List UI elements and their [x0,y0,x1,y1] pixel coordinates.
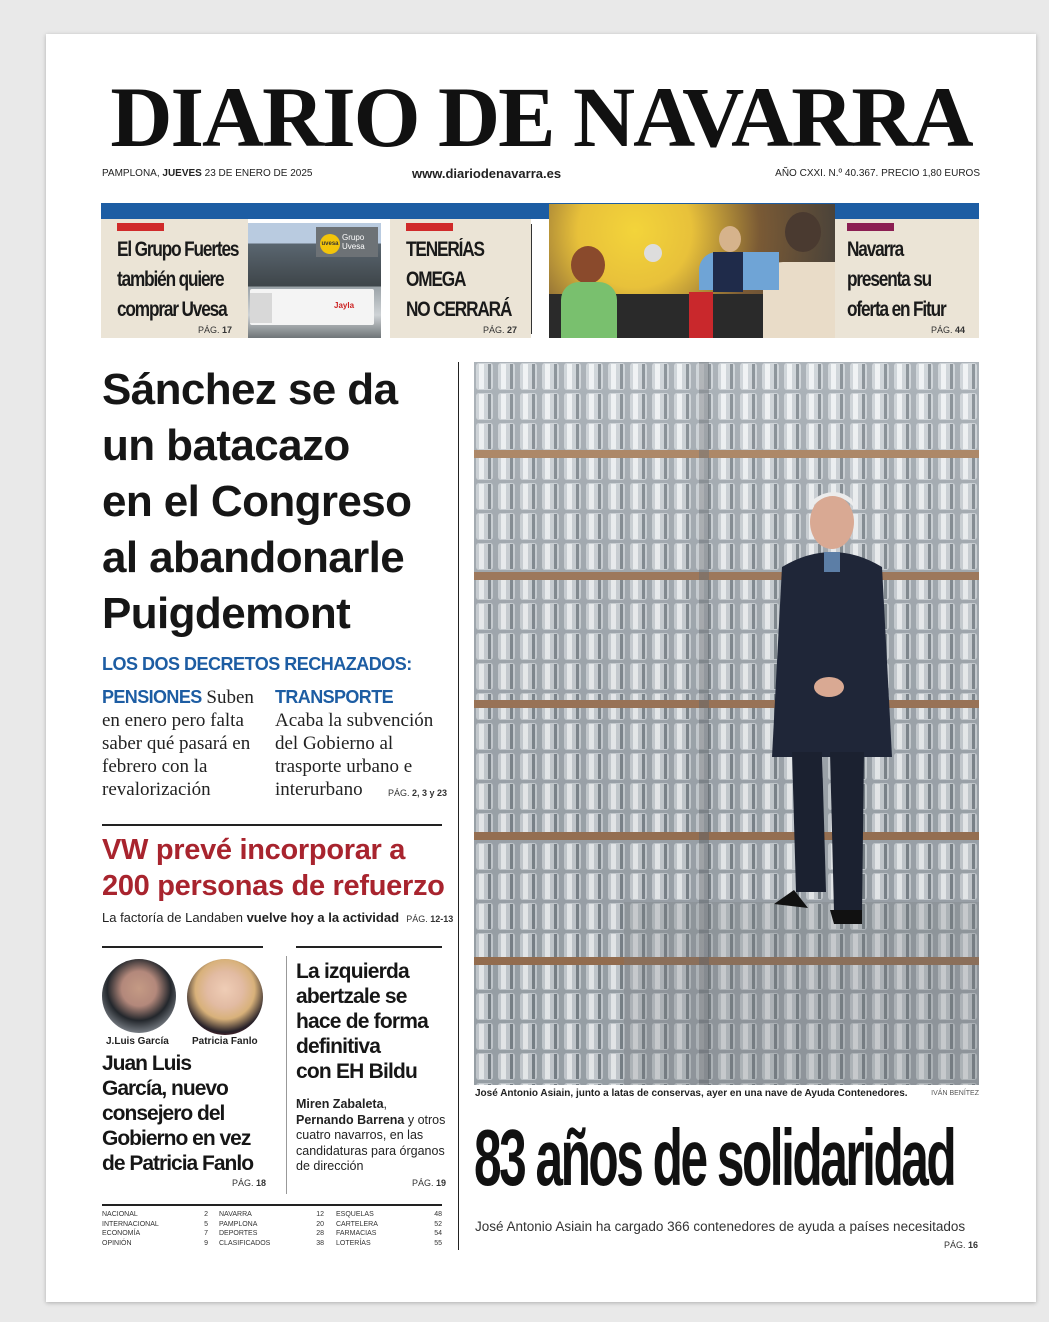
index-page: 9 [204,1239,208,1247]
page-prefix: PÁG. [406,914,431,924]
avatar-jluis-garcia [102,959,176,1033]
pensiones-column [102,686,267,801]
uvesa-photo [248,223,381,338]
index-page: 38 [316,1239,324,1247]
bildu-headline[interactable] [296,959,446,1084]
page-prefix: PÁG. [943,1240,968,1250]
headline-line: VW prevé incorporar a [102,834,406,866]
dateline-day: JUEVES [162,168,202,179]
page-ref [198,325,232,335]
summary-text: y otros cuatro navarros, en las candidaturas para órganos de dirección [296,1112,446,1173]
index-column [336,1210,442,1248]
main-headline[interactable] [102,362,448,642]
index-row[interactable] [336,1229,442,1239]
page-prefix: PÁG. [482,325,507,335]
index-row[interactable] [219,1210,324,1220]
teaser-uvesa[interactable] [101,219,248,338]
person-head [571,246,605,284]
index-row[interactable] [102,1229,208,1239]
section-rule [296,946,442,948]
page-number: 16 [967,1240,978,1250]
dateline-city: PAMPLONA, [102,168,163,179]
page-ref [412,1178,446,1188]
headline-line: 200 personas de refuerzo [102,870,445,902]
truck-text: Jayla [334,301,355,310]
section-rule [102,946,263,948]
uvesa-sign-text [342,233,365,251]
headline-line: García, nuevo [102,1077,228,1100]
index-name: LOTERÍAS [336,1239,371,1247]
headline-line: hace de forma [296,1010,428,1033]
teaser-headline [406,235,529,325]
column-divider [286,956,287,1194]
vw-sub-text: La factoría de Landaben [102,910,247,925]
teaser-headline [117,235,248,325]
index-page: 55 [434,1239,442,1247]
separator: , [383,1097,388,1111]
index-page: 52 [434,1220,442,1228]
vw-headline[interactable] [102,832,452,904]
index-row[interactable] [102,1210,208,1220]
teaser-line: también quiere [117,268,224,291]
index-page: 12 [316,1211,324,1218]
index-row[interactable] [219,1239,324,1249]
teaser-line: TENERÍAS [406,238,484,261]
headline-line: con EH Bildu [296,1060,418,1083]
index-rule [102,1204,442,1206]
headline-line: Puigdemont [102,589,351,638]
index-row[interactable] [336,1210,442,1220]
index-name: OPINIÓN [102,1239,132,1247]
page-ref [944,1240,978,1250]
transporte-text: Acaba la subvención del Gobierno al trasporte urbano e interurbano [275,710,434,800]
page-prefix: PÁG. [197,325,222,335]
index-name: DEPORTES [219,1230,258,1237]
name-bold: Miren Zabaleta [296,1097,384,1111]
page-ref [406,914,453,924]
website-url[interactable]: www.diariodenavarra.es [412,166,562,181]
main-kicker: LOS DOS DECRETOS RECHAZADOS: [102,654,412,674]
headline-line: definitiva [296,1035,381,1058]
page-ref [483,325,517,335]
teaser-tab [406,223,453,231]
page-prefix: PÁG. [232,1178,257,1188]
teaser-line: Navarra [847,238,904,261]
truck-cab [250,293,272,323]
teaser-headline [847,235,978,325]
index-row[interactable] [102,1239,208,1249]
index-row[interactable] [219,1220,324,1230]
page-prefix: PÁG. [388,788,413,798]
feature-headline[interactable]: 83 años de solidaridad [474,1113,955,1202]
transporte-label: TRANSPORTE [275,687,394,707]
uvesa-sign [316,227,378,257]
index-name: INTERNACIONAL [102,1220,159,1228]
page-number: 44 [954,325,965,335]
sign-line: Grupo [342,233,365,242]
headline-line: Gobierno en vez [102,1127,251,1150]
index-page: 5 [204,1220,208,1228]
index-page: 48 [434,1211,442,1218]
transporte-column [275,686,448,801]
uvesa-logo: uvesa [320,234,340,254]
avatar-caption: Patricia Fanlo [192,1036,258,1047]
index-row[interactable] [219,1229,324,1239]
index-page: 7 [204,1230,208,1237]
page-prefix: PÁG. [930,325,955,335]
index-page: 20 [316,1220,324,1228]
vw-subtitle [102,910,453,925]
avatar-caption: J.Luis García [106,1036,169,1047]
headline-line: al abandonarle [102,533,405,582]
index-row[interactable] [336,1220,442,1230]
cups [644,244,662,262]
person-head [719,226,741,252]
photo-credit: IVÁN BENÍTEZ [931,1090,979,1097]
page-ref [388,788,447,798]
photo-caption: José Antonio Asiain, junto a latas de conservas, ayer en una nave de Ayuda Contenedores. [475,1088,908,1099]
red-sign [689,292,713,338]
page-number: 2, 3 y 23 [412,788,448,798]
index-row[interactable] [102,1220,208,1230]
section-rule [102,824,442,826]
person-head [785,212,821,252]
teaser-line: comprar Uvesa [117,298,227,321]
page-number: 27 [506,325,517,335]
teaser-line: El Grupo Fuertes [117,238,239,261]
index-name: NACIONAL [102,1211,138,1218]
page-number: 19 [436,1178,447,1188]
teaser-tab [847,223,894,231]
teaser-divider [531,224,532,334]
index-page: 2 [204,1211,208,1218]
headline-line: Sánchez se da [102,365,398,414]
column-divider [458,362,459,1250]
index-column [102,1210,208,1248]
index-name: NAVARRA [219,1211,252,1218]
issue-info: AÑO CXXI. N.º 40.367. PRECIO 1,80 EUROS [775,168,980,179]
lead-photo [474,362,979,1085]
index-name: CARTELERA [336,1220,378,1228]
page-number: 18 [256,1178,267,1188]
page-number: 17 [221,325,232,335]
teaser-fitur[interactable] [835,219,979,338]
headline-line: La izquierda [296,960,409,983]
teaser-line: presenta su [847,268,932,291]
page-ref [931,325,965,335]
index-row[interactable] [336,1239,442,1249]
headline-line: abertzale se [296,985,407,1008]
teaser-line: oferta en Fitur [847,298,946,321]
teaser-line: OMEGA [406,268,466,291]
person-body [561,282,617,338]
teaser-tenerias[interactable] [390,219,531,338]
bildu-summary [296,1097,446,1175]
index-page: 28 [316,1230,324,1237]
teaser-line: NO CERRARÁ [406,298,512,321]
headline-line: en el Congreso [102,477,412,526]
page-prefix: PÁG. [412,1178,437,1188]
garcia-headline[interactable] [102,1051,272,1176]
headline-line: de Patricia Fanlo [102,1152,254,1175]
index-page: 54 [434,1230,442,1237]
dateline-date: 23 DE ENERO DE 2025 [201,168,313,179]
vw-sub-bold: vuelve hoy a la actividad [246,910,400,925]
pensiones-label: PENSIONES [102,687,202,707]
page-number: 12-13 [430,914,454,924]
fitur-photo [549,204,835,338]
lead-photo-svg [474,362,979,1085]
index-column [219,1210,324,1248]
headline-line: un batacazo [102,421,350,470]
person-body [713,252,743,292]
index-name: PAMPLONA [219,1220,258,1228]
page-ref [232,1178,266,1188]
teaser-tab [117,223,164,231]
teaser-bar [101,203,979,219]
sign-line: Uvesa [342,242,365,251]
headline-line: consejero del [102,1102,225,1125]
name-bold: Pernando Barrena [296,1112,405,1127]
index-name: ESQUELAS [336,1211,374,1218]
headline-line: Juan Luis [102,1052,192,1075]
feature-subtitle: José Antonio Asiain ha cargado 366 contenedores de ayuda a países necesitados [475,1219,966,1234]
masthead: DIARIO DE NAVARRA [110,69,972,165]
newspaper-page [46,34,1036,1302]
index-name: CLASIFICADOS [219,1239,271,1247]
avatar-patricia-fanlo [187,959,263,1035]
dateline [102,168,312,179]
index-name: ECONOMÍA [102,1230,141,1237]
pensiones-text: Suben en enero pero falta saber qué pasará en febrero con la revalorización [102,687,254,800]
index-name: FARMACIAS [336,1230,377,1237]
